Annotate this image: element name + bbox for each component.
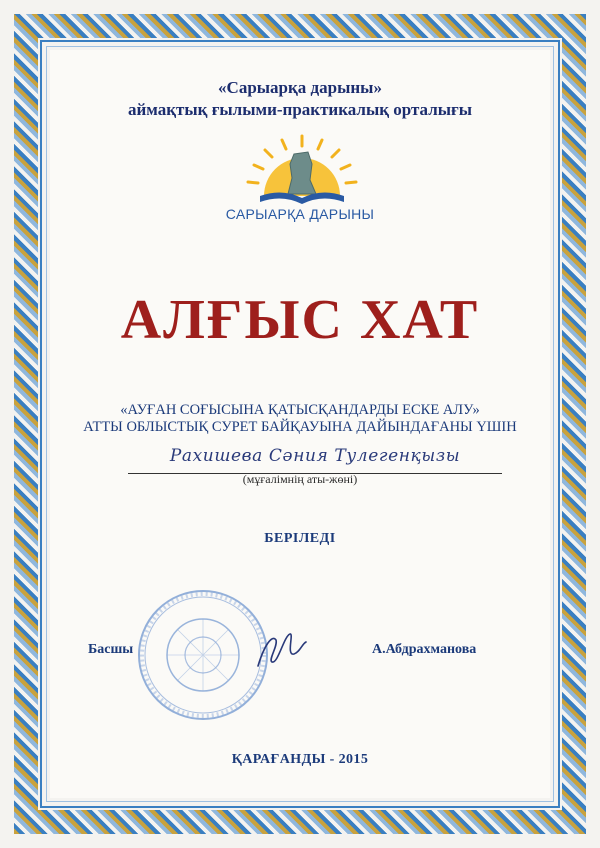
organization-name: «Сарыарқа дарыны» [218, 78, 382, 97]
handwritten-signature-icon [250, 626, 310, 672]
city-year: ҚАРАҒАНДЫ - 2015 [231, 752, 369, 767]
reason-line-1: «АУҒАН СОҒЫСЫНА ҚАТЫСҚАНДАРДЫ ЕСКЕ АЛУ» [120, 402, 480, 418]
logo-caption: САРЫАРҚА ДАРЫНЫ [225, 206, 375, 222]
recipient-caption: (мұғалімнің аты-жөні) [242, 472, 358, 486]
signatory-role: Басшы [88, 642, 134, 657]
reason-line-2: АТТЫ ОБЛЫСТЫҚ СУРЕТ БАЙҚАУЫНА ДАЙЫНДАҒАНЫ ҮШІН [83, 419, 517, 435]
awarded-label: БЕРІЛЕДІ [264, 531, 336, 546]
recipient-handwritten-name: Рахишева Сәния Тулегенқызы [169, 446, 461, 466]
certificate-title: АЛҒЫС ХАТ [120, 289, 480, 351]
organization-subtitle: аймақтық ғылыми-практикалық орталығы [127, 100, 473, 119]
signatory-name: А.Абдрахманова [372, 642, 477, 657]
